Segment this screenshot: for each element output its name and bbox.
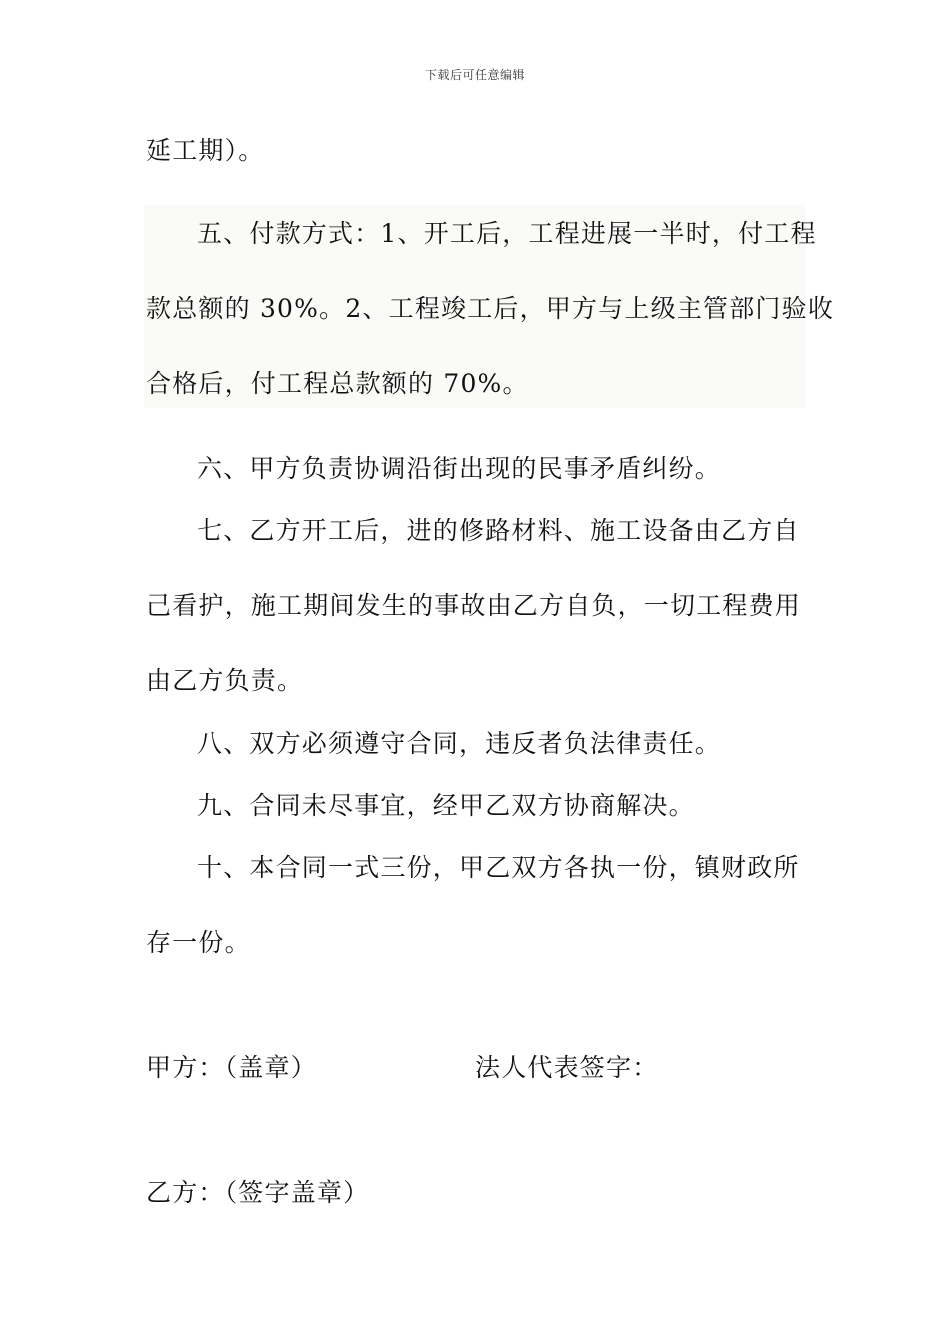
section-5-line-3: 合格后，付工程总款额的 70%。 bbox=[146, 369, 529, 398]
party-b-signature: 乙方：（签字盖章） bbox=[146, 1178, 370, 1207]
section-7-line-1: 七、乙方开工后，进的修路材料、施工设备由乙方自 bbox=[197, 516, 800, 545]
section-5-line-1: 五、付款方式：1、开工后，工程进展一半时，付工程 bbox=[197, 219, 817, 248]
section-6-line-1: 六、甲方负责协调沿街出现的民事矛盾纠纷。 bbox=[197, 454, 722, 483]
header-note: 下载后可任意编辑 bbox=[424, 68, 525, 82]
section-10-line-1: 十、本合同一式三份，甲乙双方各执一份，镇财政所 bbox=[197, 853, 800, 882]
legal-rep-signature: 法人代表签字： bbox=[475, 1053, 659, 1082]
section-8-line-1: 八、双方必须遵守合同，违反者负法律责任。 bbox=[197, 729, 722, 758]
party-a-signature: 甲方：（盖章） bbox=[146, 1053, 317, 1082]
section-7-line-2: 己看护，施工期间发生的事故由乙方自负，一切工程费用 bbox=[146, 591, 802, 620]
section-9-line-1: 九、合同未尽事宜，经甲乙双方协商解决。 bbox=[197, 791, 695, 820]
section-5-line-2: 款总额的 30%。2、工程竣工后，甲方与上级主管部门验收 bbox=[146, 294, 835, 323]
section-7-line-3: 由乙方负责。 bbox=[146, 666, 304, 695]
section-10-line-2: 存一份。 bbox=[146, 928, 251, 957]
paragraph-line: 延工期）。 bbox=[146, 136, 265, 165]
